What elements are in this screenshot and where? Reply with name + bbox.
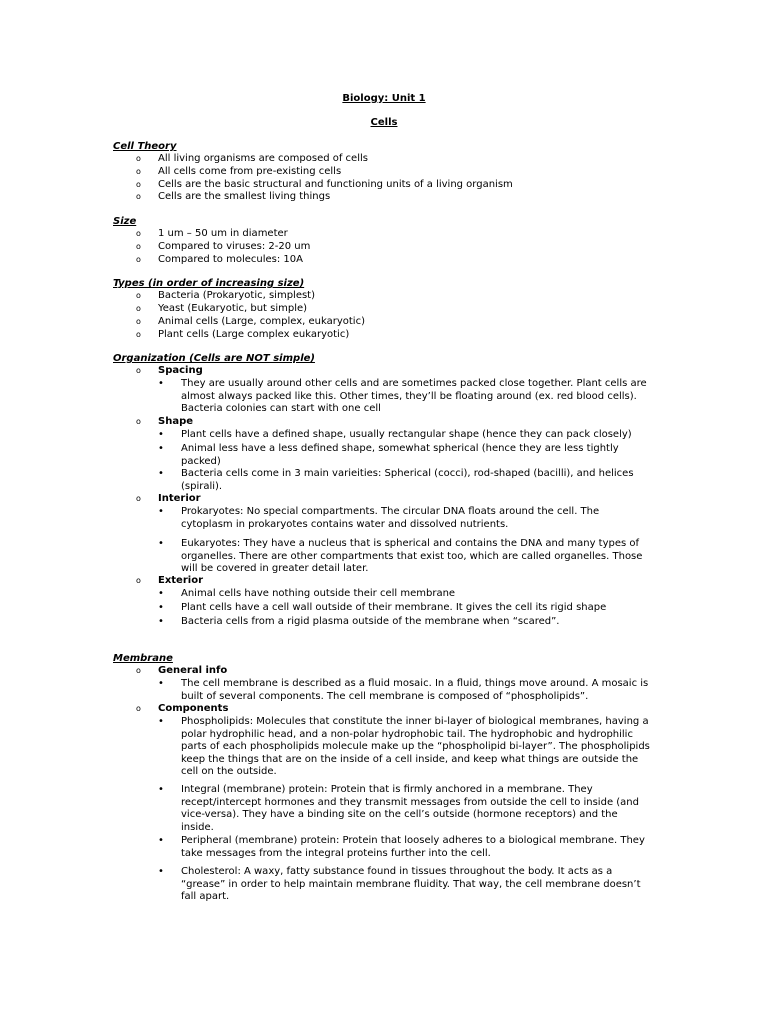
circle-bullet-icon: o [136, 242, 141, 251]
circle-bullet-icon: o [136, 494, 141, 503]
document-page: Biology: Unit 1 Cells Cell Theory o All living organisms are composed of cells o All cells come from pre-existing cells o Cells are the basic structural and functioning units of a living organism o Cells are the smallest living things Size o 1 um – 50 um in diameter o Compared to viruses: 2-20 um o Compared to molecules: 10A Types (in order of increasing size) o Bacteria (Prokaryotic, simplest) o Yeast (Eukaryotic, but simple) o Animal cells (Large, complex, eukaryotic) o Plant cells (Large complex eukaryotic) Organization (Cells are NOT simple) o Spacing • They are usually around other cells and are sometimes packed close together. Plant cells are almost always packed like this. Other times, they’ll be floating around (ex. red blood cells). Bacteria colonies can start with one cell o Shape • Plant cells have a defined shape, usually rectangular shape (hence they can pack closely) • Animal less have a less defined shape, somewhat spherical (hence they are less tightly packed) • Bacteria cells come in 3 main varieities: Spherical (cocci), rod-shaped (bacilli), and helices (spirali). o Interior • Prokaryotes: No special compartments. The circular DNA floats around the cell. The cytoplasm in prokaryotes contains water and dissolved nutrients. • Eukaryotes: They have a nucleus that is spherical and contains the DNA and many types of organelles. There are other compartments that exist too, which are called organelles. Those will be covered in greater detail later. o Exterior • Animal cells have nothing outside their cell membrane • Plant cells have a cell wall outside of their membrane. It gives the cell its rigid shape • Bacteria cells from a rigid plasma outside of the membrane when “scared”. Membrane o General info • The cell membrane is described as a fluid mosaic. In a fluid, things move around. A mosaic is built of several components. The cell membrane is composed of “phospholipids”. o Components • Phospholipids: Molecules that constitute the inner bi-layer of biological membranes, having a polar hydrophilic head, and a non-polar hydrophobic tail. The hydrophobic and hydrophilic parts of each phospholipids molecule make up the “phospholipid bi-layer”. The phospholipids keep the things that are on the inside of a cell inside, and keep what things are outside the cell on the outside. • Integral (membrane) protein: Protein that is firmly anchored in a membrane. They recept/intercept hormones and they transmit messages from outside the cell to inside (and vice-versa). They have a binding site on the cell’s outside (hormone receptors) and the inside. • Peripheral (membrane) protein: Protein that loosely adheres to a biological membrane. They take messages from the integral proteins further into the cell. • Cholesterol: A waxy, fatty substance found in tissues throughout the body. It acts as a “grease” in order to help maintain membrane fluidity. That way, the cell membrane doesn’t fall apart. [0, 0, 768, 1024]
circle-bullet-icon: o [136, 255, 141, 264]
dot-bullet-icon: • [158, 678, 164, 689]
heading-membrane: Membrane [113, 653, 173, 664]
dot-bullet-icon: • [158, 835, 164, 846]
circle-bullet-icon: o [136, 167, 141, 176]
circle-bullet-icon: o [136, 304, 141, 313]
circle-bullet-icon: o [136, 417, 141, 426]
dot-bullet-icon: • [158, 602, 164, 613]
heading-cell-theory: Cell Theory [113, 141, 177, 152]
circle-bullet-icon: o [136, 330, 141, 339]
circle-bullet-icon: o [136, 154, 141, 163]
heading-organization: Organization (Cells are NOT simple) [113, 353, 315, 364]
document-subtitle: Cells [370, 117, 398, 128]
dot-bullet-icon: • [158, 716, 164, 727]
circle-bullet-icon: o [136, 192, 141, 201]
dot-bullet-icon: • [158, 468, 164, 479]
dot-bullet-icon: • [158, 506, 164, 517]
dot-bullet-icon: • [158, 538, 164, 549]
circle-bullet-icon: o [136, 180, 141, 189]
circle-bullet-icon: o [136, 366, 141, 375]
dot-bullet-icon: • [158, 378, 164, 389]
circle-bullet-icon: o [136, 317, 141, 326]
circle-bullet-icon: o [136, 291, 141, 300]
dot-bullet-icon: • [158, 616, 164, 627]
heading-types: Types (in order of increasing size) [113, 278, 305, 289]
dot-bullet-icon: • [158, 429, 164, 440]
circle-bullet-icon: o [136, 576, 141, 585]
circle-bullet-icon: o [136, 704, 141, 713]
circle-bullet-icon: o [136, 229, 141, 238]
document-title: Biology: Unit 1 [342, 93, 426, 104]
heading-size: Size [113, 216, 137, 227]
dot-bullet-icon: • [158, 588, 164, 599]
circle-bullet-icon: o [136, 666, 141, 675]
dot-bullet-icon: • [158, 784, 164, 795]
dot-bullet-icon: • [158, 866, 164, 877]
dot-bullet-icon: • [158, 443, 164, 454]
